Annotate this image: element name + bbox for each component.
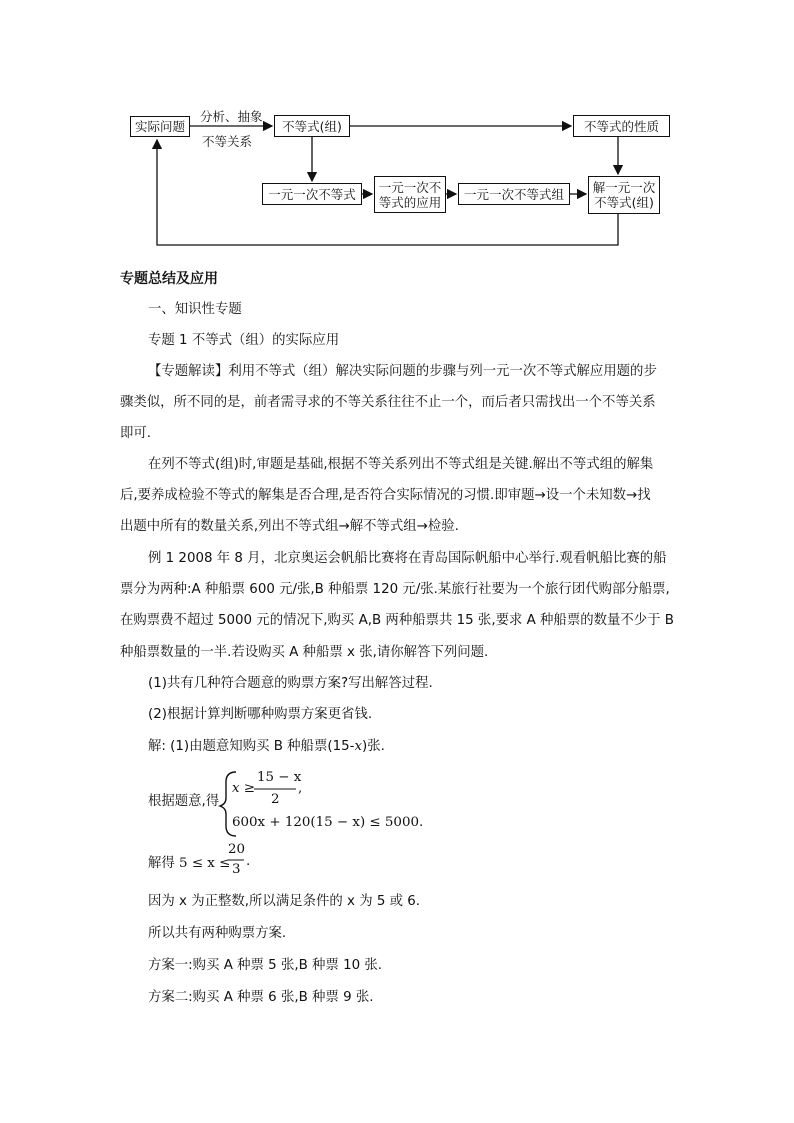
part-heading: 一、知识性专题 [148,302,242,317]
eq1-tail: , [298,781,303,796]
edge-label-analyze: 分析、抽象 [200,109,263,124]
interp-line-1: 【专题解读】利用不等式（组）解决实际问题的步骤与列一元一次不等式解应用题的步 [148,364,657,379]
box-linear-application-line1: 一元一次不 [378,179,442,195]
box-solve-line2: 不等式(组) [594,195,654,210]
box-linear-application-line2: 等式的应用 [378,194,442,210]
example-line-2: 票分为两种:A 种船票 600 元/张,B 种船票 120 元/张.某旅行社要为一个旅行团代购部分船票, [120,582,670,597]
interp-line-2: 骤类似，所不同的是，前者需寻求的不等关系往往不止一个，而后者只需找出一个不等关系 [120,395,656,410]
diagram-connectors [0,0,794,260]
solved-prefix: 解得 5 ≤ x ≤ [148,856,231,871]
edge-label-relation: 不等关系 [202,134,253,149]
solution-suffix: )张. [362,739,385,754]
box-inequality-group: 不等式(组) [274,115,350,137]
system-prefix: 根据题意,得 [148,794,220,809]
topic-heading: 专题 1 不等式（组）的实际应用 [148,333,340,348]
eq2: 600x + 120(15 − x) ≤ 5000. [232,815,424,830]
integer-line: 因为 x 为正整数,所以满足条件的 x 为 5 或 6. [148,894,421,909]
solved-denominator: 3 [232,862,241,877]
example-line-1: 例 1 2008 年 8 月，北京奥运会帆船比赛将在青岛国际帆船中心举行.观看帆船比赛的船 [148,551,667,566]
box-solve [588,176,660,214]
plan-1: 方案一:购买 A 种票 5 张,B 种票 10 张. [148,958,383,973]
example-line-4: 种船票数量的一半.若设购买 A 种船票 x 张,请你解答下列问题. [120,645,489,660]
eq1-denominator: 2 [271,792,280,807]
box-linear-application [374,176,446,213]
box-linear-system: 一元一次不等式组 [458,183,570,205]
box-real-problem: 实际问题 [130,116,190,137]
eq1-numerator: 15 − x [257,770,302,785]
section-title: 专题总结及应用 [120,271,218,287]
solved-tail: . [246,854,251,869]
interp-line-3: 即可. [120,426,152,441]
plan-2: 方案二:购买 A 种票 6 张,B 种票 9 张. [148,990,374,1005]
solution-line [148,737,385,757]
question-1: (1)共有几种符合题意的购票方案?写出解答过程. [148,676,433,691]
para2-line-2: 后,要养成检验不等式的解集是否合理,是否符合实际情况的习惯.即审题→设一个未知数→找 [120,488,651,503]
count-line: 所以共有两种购票方案. [148,926,287,941]
example-line-3: 在购票费不超过 5000 元的情况下,购买 A,B 两种船票共 15 张,要求 A 种船票的数量不少于 B [120,613,674,628]
solution-var: x [354,739,362,754]
solution-prefix: 解: (1)由题意知购买 B 种船票(15- [148,739,355,754]
box-linear-inequality: 一元一次不等式 [262,183,362,205]
question-2: (2)根据计算判断哪种购票方案更省钱. [148,707,373,722]
para2-line-3: 出题中所有的数量关系,列出不等式组→解不等式组→检验. [120,519,459,534]
eq1-lhs: x ≥ [232,781,256,796]
box-properties: 不等式的性质 [573,115,670,137]
solved-numerator: 20 [228,842,246,857]
box-solve-line1: 解一元一次 [592,180,656,195]
para2-line-1: 在列不等式(组)时,审题是基础,根据不等关系列出不等式组是关键.解出不等式组的解集 [148,457,654,472]
